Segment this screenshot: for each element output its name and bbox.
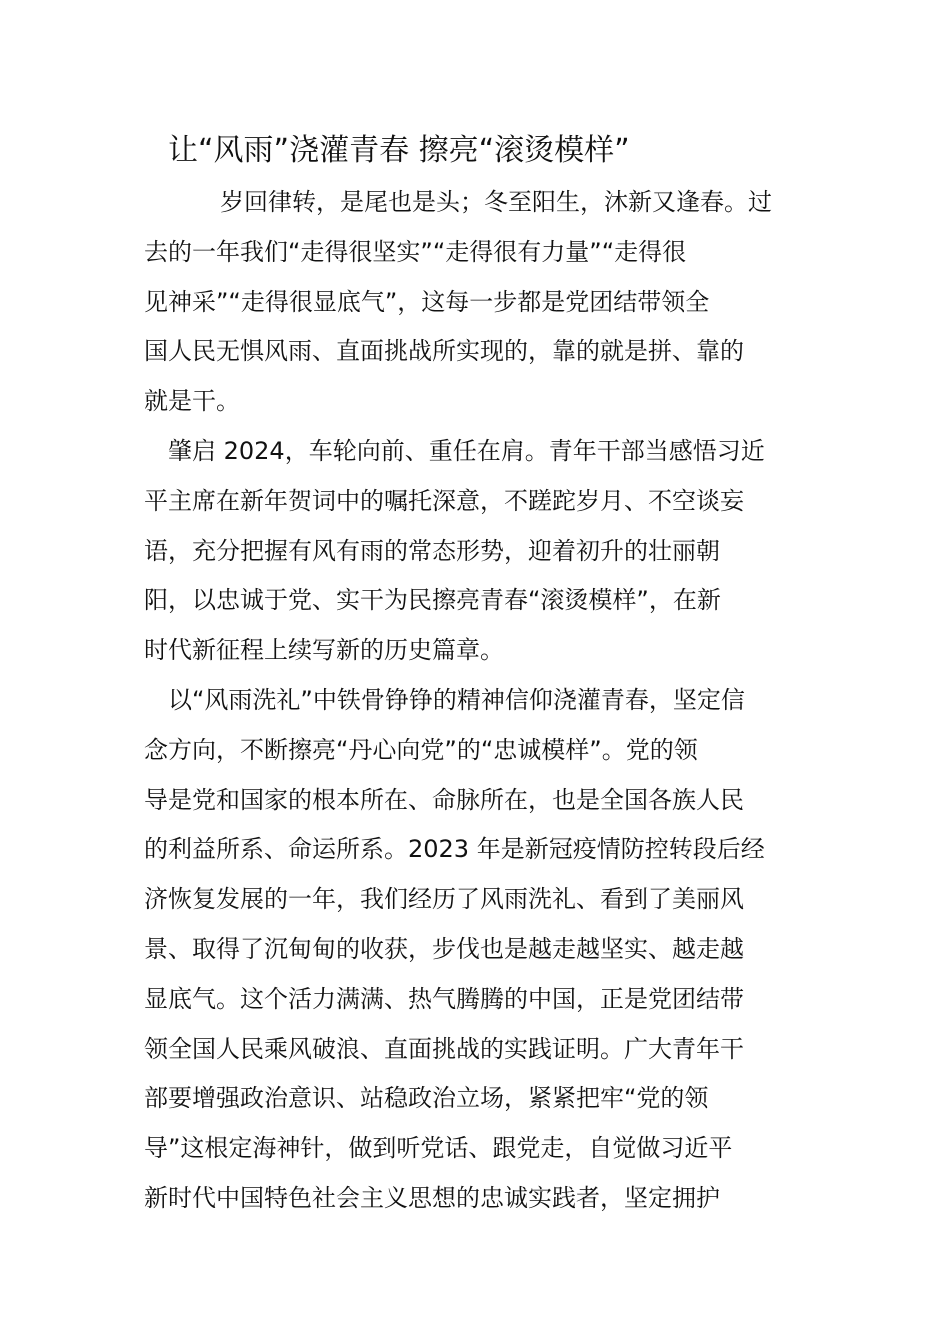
text-line: 部要增强政治意识、站稳政治立场，紧紧把牢“党的领 <box>144 1084 709 1113</box>
text-line: 平主席在新年贺词中的嘱托深意，不蹉跎岁月、不空谈妄 <box>144 486 744 515</box>
text-line: 时代新征程上续写新的历史篇章。 <box>144 636 504 665</box>
text-line: 景、取得了沉甸甸的收获，步伐也是越走越坚实、越走越 <box>144 935 744 963</box>
text-line: 语，充分把握有风有雨的常态形势，迎着初升的壮丽朝 <box>144 536 720 565</box>
text-line: 济恢复发展的一年，我们经历了风雨洗礼、看到了美丽风 <box>144 885 744 914</box>
article-title: 让“风雨”浇灌青春 擦亮“滚烫模样” <box>168 133 630 168</box>
text-line: 导”这根定海神针，做到听党话、跟党走，自觉做习近平 <box>144 1134 733 1163</box>
text-line: 显底气。这个活力满满、热气腾腾的中国，正是党团结带 <box>144 984 744 1013</box>
text-line: 岁回律转，是尾也是头；冬至阳生，沐新又逢春。过 <box>220 188 772 216</box>
text-line: 新时代中国特色社会主义思想的忠诚实践者，坚定拥护 <box>144 1184 720 1212</box>
text-line: 领全国人民乘风破浪、直面挑战的实践证明。广大青年干 <box>144 1034 744 1063</box>
text-line: 阳，以忠诚于党、实干为民擦亮青春“滚烫模样”，在新 <box>144 586 721 615</box>
text-line: 就是干。 <box>144 387 240 416</box>
text-line: 去的一年我们“走得很坚实”“走得很有力量”“走得很 <box>144 237 687 266</box>
text-line: 肇启 2024，车轮向前、重任在肩。青年干部当感悟习近 <box>168 437 765 465</box>
text-line: 国人民无惧风雨、直面挑战所实现的，靠的就是拼、靠的 <box>144 337 744 366</box>
text-line: 的利益所系、命运所系。2023 年是新冠疫情防控转段后经 <box>144 835 765 864</box>
text-line: 导是党和国家的根本所在、命脉所在，也是全国各族人民 <box>144 785 744 814</box>
text-line: 见神采”“走得很显底气”，这每一步都是党团结带领全 <box>144 287 710 316</box>
text-line: 以“风雨洗礼”中铁骨铮铮的精神信仰浇灌青春，坚定信 <box>168 686 745 714</box>
text-line: 念方向，不断擦亮“丹心向党”的“忠诚模样”。党的领 <box>144 735 698 764</box>
